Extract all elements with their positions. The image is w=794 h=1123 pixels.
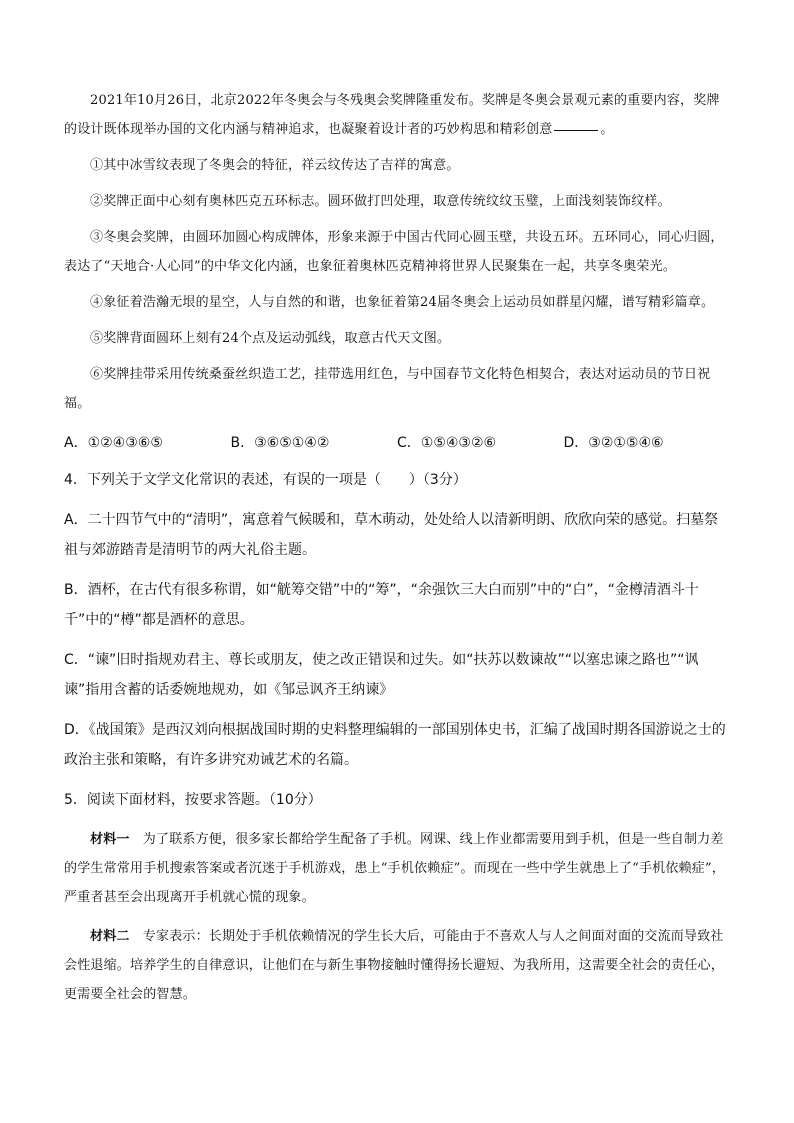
material-1-label: 材料一 bbox=[90, 832, 130, 847]
q4-option-a: A．二十四节气中的“清明”，寓意着气候暖和，草木萌动，处处给人以清新明朗、欣欣向荣的感觉。扫墓祭祖与郊游踏青是清明节的两大礼俗主题。 bbox=[64, 512, 719, 558]
q3-item-1: ①其中冰雪纹表现了冬奥会的特征，祥云纹传达了吉祥的寓意。 bbox=[90, 158, 460, 173]
answer-blank bbox=[554, 129, 598, 131]
q5-material-2 bbox=[64, 922, 730, 1009]
q3-item-2: ②奖牌正面中心刻有奥林匹克五环标志。圆环做打凹处理，取意传统纹纹玉璧，上面浅刻装饰纹样。 bbox=[90, 194, 671, 209]
q4-option-d: D．《战国策》是西汉刘向根据战国时期的史料整理编辑的一部国别体史书，汇编了战国时期各国游说之士的政治主张和策略，有许多讲究劝诫艺术的名篇。 bbox=[64, 722, 726, 768]
q3-item-4: ④象征着浩瀚无垠的星空，人与自然的和谐，也象征着第24届冬奥会上运动员如群星闪耀，谱写精彩篇章。 bbox=[90, 295, 715, 310]
q5-stem: 5．阅读下面材料，按要求答题。（10分） bbox=[64, 792, 322, 808]
q3-item-6: ⑥奖牌挂带采用传统桑蚕丝织造工艺，挂带选用红色，与中国春节文化特色相契合，表达对运动员的节日祝福。 bbox=[64, 367, 711, 411]
q3-item-5: ⑤奖牌背面圆环上刻有24个点及运动弧线，取意古代天文图。 bbox=[90, 331, 451, 346]
q3-intro bbox=[64, 86, 730, 144]
q4-stem: 4．下列关于文学文化常识的表述，有误的一项是（ ）（3分） bbox=[64, 472, 467, 488]
material-2-label: 材料二 bbox=[90, 929, 130, 944]
q5-material-1 bbox=[64, 825, 730, 912]
q3-item-3: ③冬奥会奖牌，由圆环加圆心构成牌体，形象来源于中国古代同心圆玉壁，共设五环。五环同心，同心归圆，表达了“天地合·人心同”的中华文化内涵，也象征着奥林匹克精神将世界人民聚集在一起，共享冬奥荣光。 bbox=[64, 230, 724, 274]
q4-option-b: B．酒杯，在古代有很多称谓，如“觥筹交错”中的“筹”，“余强饮三大白而别”中的“白”，“金樽清酒斗十千”中的“樽”都是酒杯的意思。 bbox=[64, 582, 699, 628]
q3-option-c: C．①⑤④③②⑥ bbox=[397, 435, 497, 451]
q3-intro-tail: 。 bbox=[600, 122, 614, 137]
q3-option-d: D．③②①⑤④⑥ bbox=[563, 435, 664, 451]
q3-option-a: A．①②④③⑥⑤ bbox=[64, 435, 163, 451]
q3-intro-text: 2021年10月26日，北京2022年冬奥会与冬残奥会奖牌隆重发布。奖牌是冬奥会景观元素的重要内容，奖牌的设计既体现举办国的文化内涵与精神追求，也凝聚着设计者的巧妙构思和精彩创意 bbox=[64, 93, 720, 137]
q4-option-c: C．“谏”旧时指规劝君主、尊长或朋友，使之改正错误和过失。如“扶苏以数谏故”“以塞忠谏之路也”“讽谏”指用含蓄的话委婉地规劝，如《邹忌讽齐王纳谏》 bbox=[64, 652, 699, 698]
material-2-text: 专家表示：长期处于手机依赖情况的学生长大后，可能由于不喜欢人与人之间面对面的交流而导致社会性退缩。培养学生的自律意识，让他们在与新生事物接触时懂得扬长避短、为我所用，这需要全社会的责任心，更需要全社会的智慧。 bbox=[64, 929, 725, 1002]
q3-options bbox=[64, 428, 730, 458]
q3-option-b: B．③⑥⑤①④② bbox=[230, 435, 330, 451]
material-1-text: 为了联系方便，很多家长都给学生配备了手机。网课、线上作业都需要用到手机，但是一些自制力差的学生常常用手机搜索答案或者沉迷于手机游戏，患上“手机依赖症”。而现在一些中学生就患上了“手机依赖症”，严重者甚至会出现离开手机就心慌的现象。 bbox=[64, 832, 725, 905]
